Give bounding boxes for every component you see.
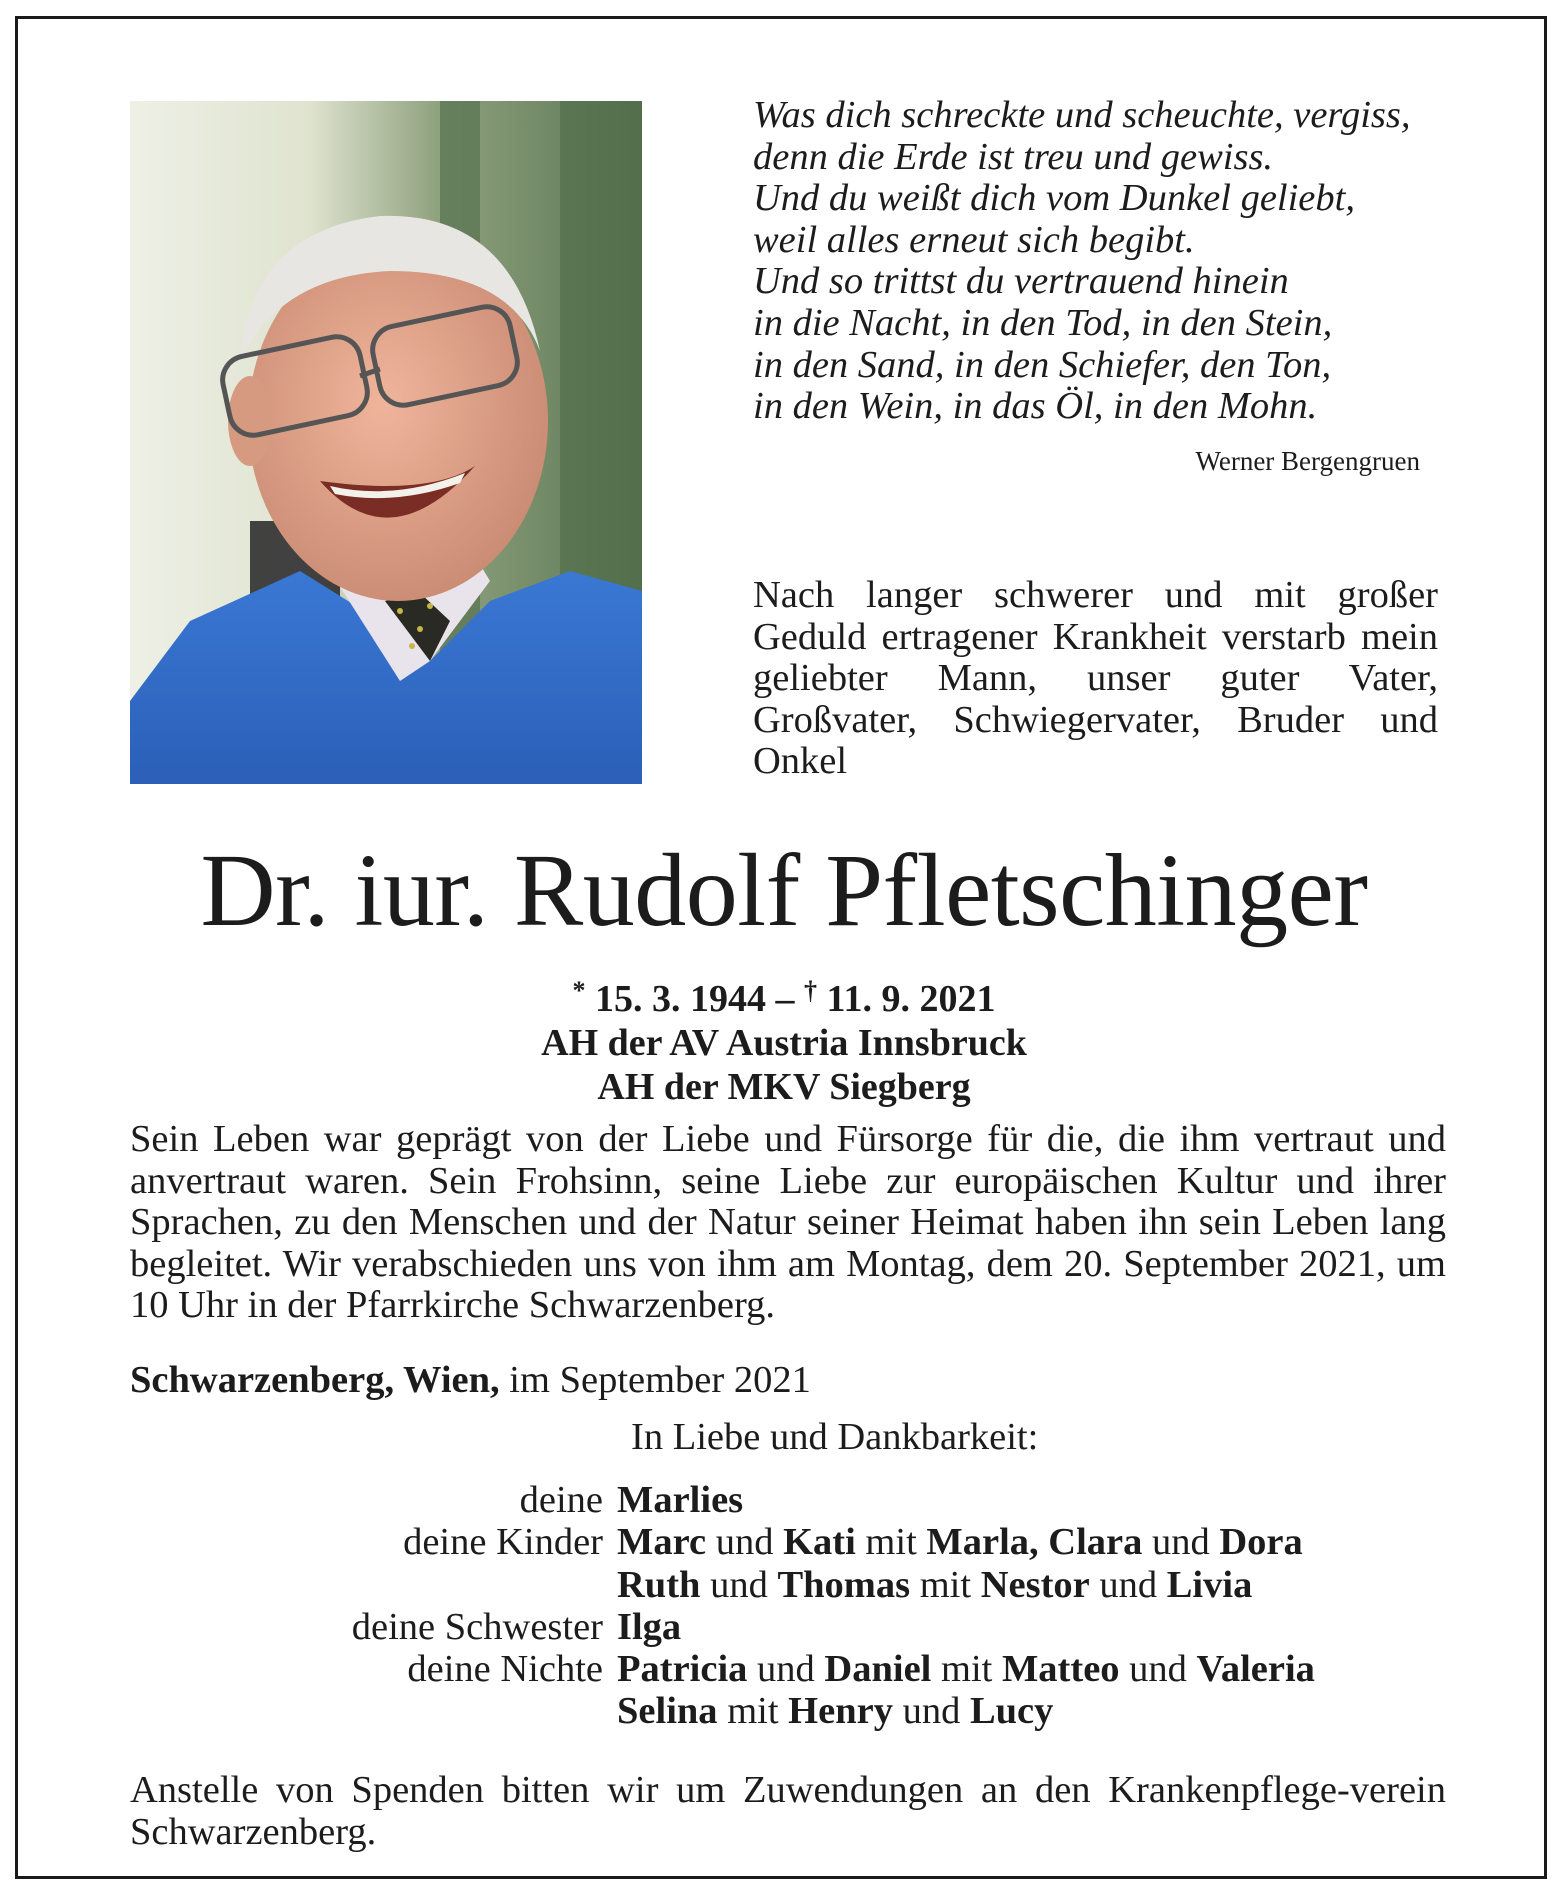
death-date: 11. 9. 2021 bbox=[826, 978, 996, 1020]
family-names bbox=[617, 1648, 1315, 1690]
life-dates-block bbox=[18, 969, 1550, 1109]
family-member-name: Valeria bbox=[1196, 1648, 1315, 1691]
affiliation-2: AH der MKV Siegberg bbox=[597, 1066, 971, 1108]
family-member-name: Kati bbox=[783, 1521, 856, 1564]
family-connector: mit bbox=[910, 1563, 981, 1606]
family-connector: und bbox=[1119, 1648, 1197, 1691]
family-member-name: Marla, Clara bbox=[926, 1521, 1143, 1564]
date-separator: – bbox=[775, 978, 795, 1020]
place-location: Schwarzenberg, Wien, bbox=[130, 1359, 500, 1401]
family-member-name: Dora bbox=[1219, 1521, 1303, 1564]
family-names bbox=[617, 1479, 743, 1521]
family-names bbox=[617, 1564, 1252, 1606]
biography-text: Sein Leben war geprägt von der Liebe und Fürsorge für die, die ihm vertraut und anvertraut waren. Sein Frohsinn, seine Liebe zur europäischen Kultur und ihrer Sprachen, zu den Menschen und der Natur seiner Heimat haben ihn sein Leben lang begleitet. Wir verabschieden uns von ihm am Montag, dem 20. September 2021, um 10 Uhr in der Pfarrkirche Schwarzenberg. bbox=[130, 1118, 1446, 1326]
family-connector: und bbox=[747, 1648, 825, 1691]
poem bbox=[753, 95, 1453, 428]
poem-line: denn die Erde ist treu und gewiss. bbox=[753, 135, 1274, 178]
poem-line: in den Wein, in das Öl, in den Mohn. bbox=[753, 385, 1318, 428]
family-row bbox=[18, 1606, 1550, 1648]
obituary-notice bbox=[15, 16, 1547, 1879]
family-relation: deine Kinder bbox=[403, 1521, 603, 1564]
family-relation: deine bbox=[519, 1479, 603, 1521]
family-connector: und bbox=[700, 1563, 778, 1606]
family-member-name: Matteo bbox=[1001, 1648, 1120, 1691]
family-member-name: Ruth bbox=[617, 1563, 701, 1606]
family-member-name: Livia bbox=[1166, 1563, 1253, 1606]
family-connector: und bbox=[706, 1521, 784, 1564]
family-member-name: Ilga bbox=[617, 1605, 682, 1648]
place-date: im September 2021 bbox=[509, 1359, 811, 1401]
family-member-name: Patricia bbox=[617, 1648, 748, 1691]
family-names bbox=[617, 1606, 681, 1648]
donation-note: Anstelle von Spenden bitten wir um Zuwendungen an den Krankenpflege-verein Schwarzenberg. bbox=[130, 1769, 1446, 1853]
family-member-name: Lucy bbox=[969, 1690, 1054, 1733]
family-relation bbox=[18, 1564, 617, 1606]
affiliation-1: AH der AV Austria Innsbruck bbox=[541, 1022, 1027, 1064]
family-member-name: Henry bbox=[788, 1690, 893, 1733]
family-relation bbox=[18, 1690, 617, 1732]
family-member-name: Thomas bbox=[777, 1563, 911, 1606]
family-connector: und bbox=[1142, 1521, 1220, 1564]
family-row bbox=[18, 1479, 1550, 1521]
portrait-illustration bbox=[130, 101, 642, 784]
place-date-line bbox=[130, 1359, 811, 1401]
death-symbol: † bbox=[804, 976, 818, 1005]
family-row bbox=[18, 1564, 1550, 1606]
family-relation: deine Nichte bbox=[407, 1648, 603, 1691]
family-row bbox=[18, 1521, 1550, 1563]
deceased-name: Dr. iur. Rudolf Pfletschinger bbox=[200, 833, 1368, 948]
intro-text: Nach langer schwerer und mit großer Geduld ertragener Krankheit verstarb mein geliebter Mann, unser guter Vater, Großvater, Schwiegervater, Bruder und Onkel bbox=[753, 574, 1438, 783]
family-member-name: Daniel bbox=[824, 1648, 932, 1691]
family-list bbox=[18, 1479, 1550, 1733]
family-row bbox=[18, 1690, 1550, 1732]
family-row bbox=[18, 1648, 1550, 1690]
family-connector: und bbox=[1089, 1563, 1167, 1606]
family-member-name: Nestor bbox=[980, 1563, 1090, 1606]
family-member-name: Marlies bbox=[617, 1479, 744, 1521]
poem-line: Und so trittst du vertrauend hinein bbox=[753, 260, 1289, 303]
family-connector: und bbox=[892, 1690, 970, 1733]
poem-line: in die Nacht, in den Tod, in den Stein, bbox=[753, 301, 1333, 344]
poem-line: weil alles erneut sich begibt. bbox=[753, 218, 1195, 261]
family-connector: mit bbox=[855, 1521, 927, 1564]
life-dates bbox=[18, 969, 1550, 1021]
family-names bbox=[617, 1690, 1053, 1732]
family-connector: mit bbox=[717, 1690, 789, 1733]
thanks-line: In Liebe und Dankbarkeit: bbox=[631, 1416, 1039, 1458]
poem-author: Werner Bergengruen bbox=[1195, 446, 1420, 476]
family-relation: deine Schwester bbox=[351, 1605, 603, 1648]
poem-line: in den Sand, in den Schiefer, den Ton, bbox=[753, 343, 1332, 386]
portrait-photo bbox=[130, 101, 642, 784]
poem-line: Was dich schreckte und scheuchte, vergiss, bbox=[753, 94, 1411, 136]
family-member-name: Marc bbox=[617, 1521, 707, 1564]
family-names bbox=[617, 1521, 1303, 1563]
birth-symbol: * bbox=[572, 976, 586, 1005]
family-member-name: Selina bbox=[617, 1690, 718, 1733]
poem-line: Und du weißt dich vom Dunkel geliebt, bbox=[753, 177, 1355, 220]
family-connector: mit bbox=[931, 1648, 1002, 1691]
birth-date: 15. 3. 1944 bbox=[595, 978, 767, 1020]
